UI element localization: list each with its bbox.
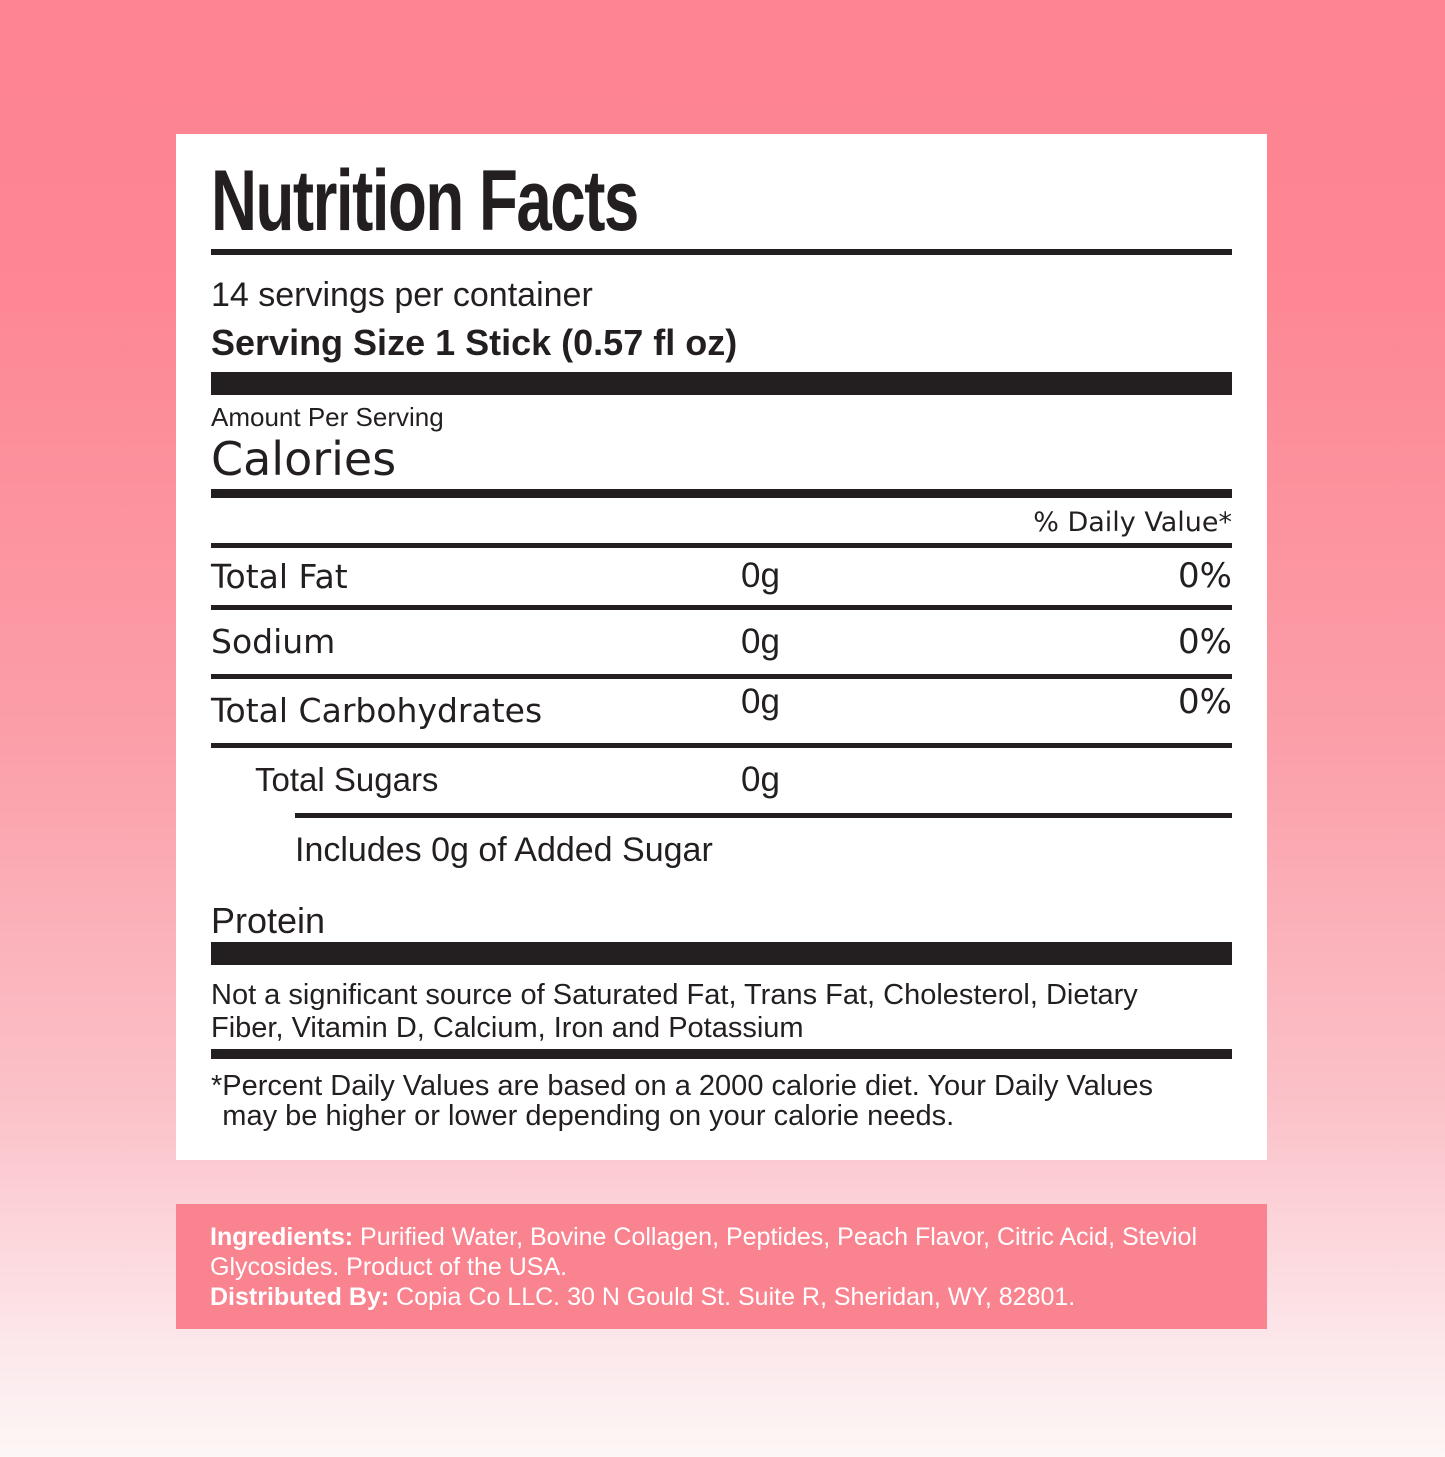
protein-label: Protein (211, 899, 326, 941)
ingredients-panel (176, 1204, 1267, 1329)
thick-divider-top (211, 372, 1232, 395)
amount-per-serving-label: Amount Per Serving (211, 401, 444, 432)
serving-size: Serving Size 1 Stick (0.57 fl oz) (211, 321, 738, 363)
distributed-by-line (210, 1282, 1233, 1312)
footnote-asterisk: * (211, 1069, 223, 1102)
ingredients-text: Purified Water, Bovine Collagen, Peptides, Peach Flavor, Citric Acid, Steviol Glycosides. Product of the USA. (210, 1223, 1198, 1281)
calories-divider (211, 489, 1232, 498)
calories-label: Calories (211, 432, 397, 487)
nutrient-label: Total Fat (211, 556, 348, 596)
nutrition-facts-panel (176, 134, 1267, 1160)
thick-divider-bottom (211, 942, 1232, 965)
ingredients-line (210, 1222, 1233, 1282)
nutrient-label: Total Sugars (255, 761, 439, 799)
distributed-by-label: Distributed By: (210, 1283, 390, 1311)
title-divider (211, 249, 1232, 255)
footnote-text: Percent Daily Values are based on a 2000 calorie diet. Your Daily Values may be higher or lower depending on your calorie needs. (222, 1069, 1154, 1132)
distributed-by-text: Copia Co LLC. 30 N Gould St. Suite R, Sheridan, WY, 82801. (396, 1283, 1076, 1311)
includes-added-sugar: Includes 0g of Added Sugar (295, 830, 713, 869)
nutrient-daily-value: 0% (1178, 681, 1232, 722)
nutrient-amount: 0g (741, 621, 780, 661)
ingredients-label: Ingredients: (210, 1223, 354, 1251)
nutrient-row-total-fat (211, 548, 1232, 605)
nutrient-row-total-carbohydrates (211, 679, 1232, 743)
nutrient-daily-value: 0% (1178, 621, 1232, 662)
nutrient-label: Sodium (211, 622, 336, 662)
nutrition-facts-title: Nutrition Facts (211, 153, 638, 249)
servings-per-container: 14 servings per container (211, 276, 593, 314)
nutrient-row-sodium (211, 610, 1232, 674)
footnote-divider (211, 1049, 1232, 1059)
nutrient-amount: 0g (741, 760, 780, 800)
daily-value-footnote (211, 1071, 1232, 1131)
nutrient-row-total-sugars (211, 748, 1232, 813)
nutrient-label: Total Carbohydrates (211, 691, 543, 731)
not-significant-note: Not a significant source of Saturated Fat, Trans Fat, Cholesterol, Dietary Fiber, Vitamin D, Calcium, Iron and Potassium (211, 978, 1138, 1044)
nutrient-daily-value: 0% (1178, 556, 1232, 597)
nutrient-amount: 0g (741, 556, 780, 596)
daily-value-header: % Daily Value* (1033, 507, 1232, 539)
sugars-divider (295, 813, 1232, 818)
nutrient-amount: 0g (741, 681, 780, 721)
